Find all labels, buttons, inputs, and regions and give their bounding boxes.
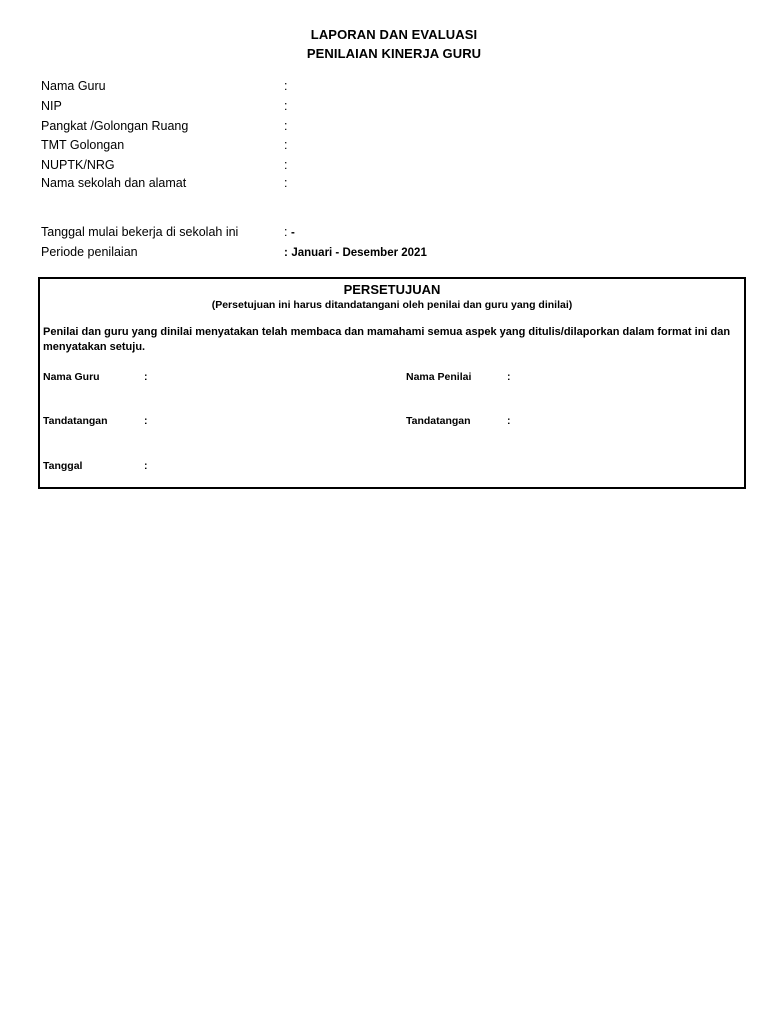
field-label: TMT Golongan	[41, 138, 125, 152]
assessor-name-colon: :	[507, 371, 511, 383]
field-separator: :	[284, 119, 288, 133]
approval-box	[38, 277, 746, 489]
field-separator: :	[284, 176, 288, 190]
field-label: Pangkat /Golongan Ruang	[41, 119, 189, 133]
field-separator-colon: :	[284, 225, 288, 239]
teacher-signature-colon: :	[144, 415, 148, 427]
date-label: Tanggal	[43, 460, 83, 472]
field-separator-colon: :	[284, 247, 288, 259]
teacher-name-colon: :	[144, 371, 148, 383]
field-separator	[284, 245, 427, 259]
start-date-value: -	[290, 227, 295, 239]
field-label: Periode penilaian	[41, 245, 138, 259]
approval-statement: Penilai dan guru yang dinilai menyatakan telah membaca dan mamahami semua aspek yang ditulis/dilaporkan dalam format ini dan menyatakan setuju.	[43, 326, 731, 353]
field-label: Tanggal mulai bekerja di sekolah ini	[41, 225, 239, 239]
field-label: Nama Guru	[41, 79, 106, 93]
field-separator: :	[284, 79, 288, 93]
report-title-line-2: PENILAIAN KINERJA GURU	[306, 46, 482, 61]
assessor-signature-label: Tandatangan	[406, 415, 471, 427]
field-separator	[284, 225, 295, 239]
date-colon: :	[144, 460, 148, 472]
field-label: NUPTK/NRG	[41, 158, 115, 172]
field-label: Nama sekolah dan alamat	[41, 176, 187, 190]
assessor-name-label: Nama Penilai	[406, 371, 472, 383]
field-separator: :	[284, 158, 288, 172]
report-title-line-1: LAPORAN DAN EVALUASI	[310, 27, 478, 42]
assessor-signature-colon: :	[507, 415, 511, 427]
approval-title: PERSETUJUAN	[343, 282, 441, 297]
field-separator: :	[284, 138, 288, 152]
teacher-name-label: Nama Guru	[43, 371, 100, 383]
field-separator: :	[284, 99, 288, 113]
approval-subtitle: (Persetujuan ini harus ditandatangani oleh penilai dan guru yang dinilai)	[211, 299, 573, 311]
period-value: Januari - Desember 2021	[291, 247, 427, 259]
field-label: NIP	[41, 99, 62, 113]
teacher-signature-label: Tandatangan	[43, 415, 108, 427]
